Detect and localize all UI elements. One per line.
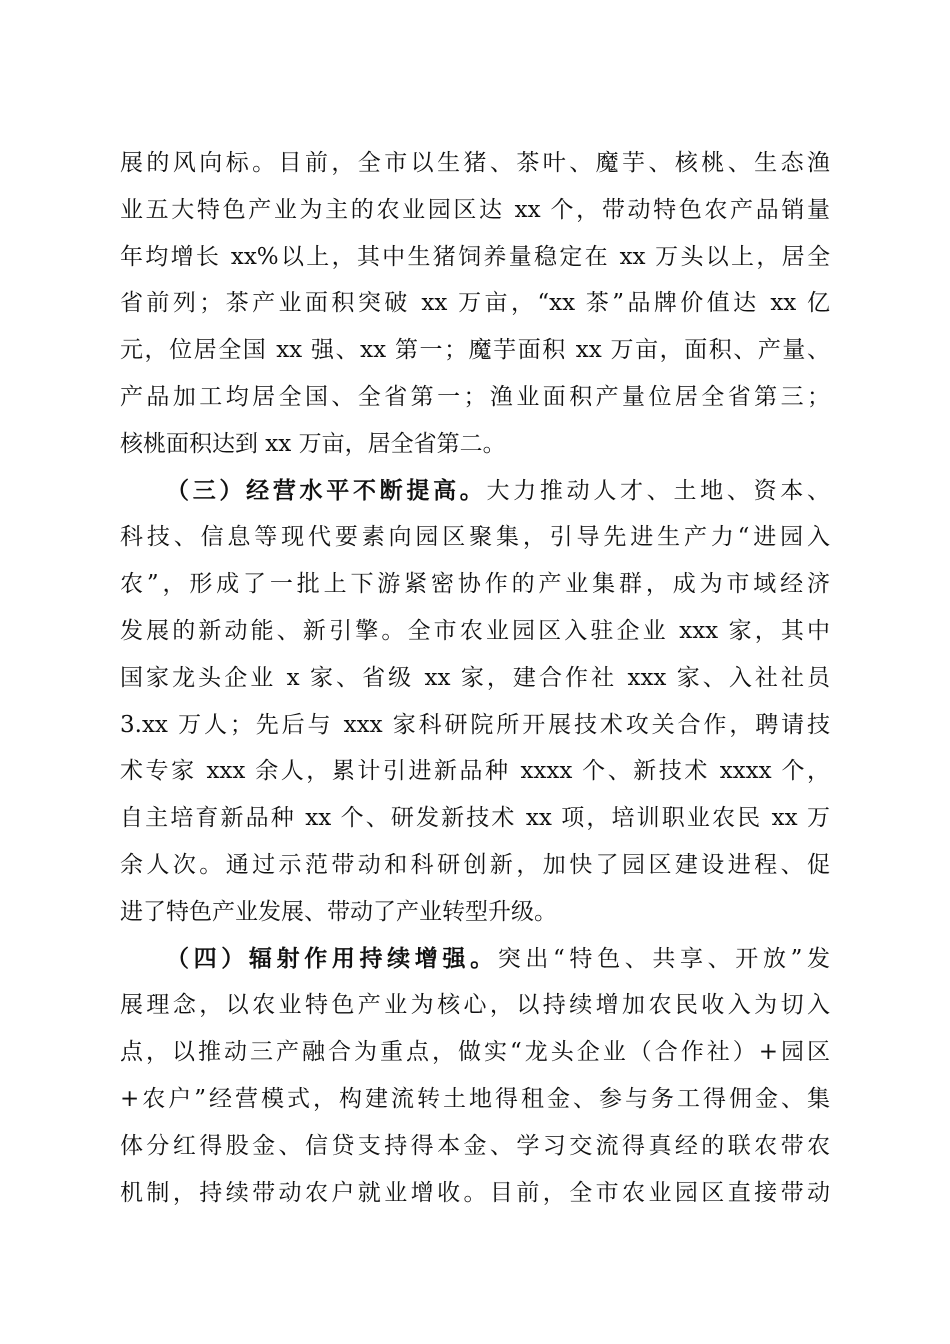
paragraph-line: 元，位居全国 xx 强、xx 第一；魔芋面积 xx 万亩，面积、产量、 bbox=[120, 337, 830, 364]
section-heading: （三）经营水平不断提高。 bbox=[166, 476, 487, 504]
paragraph-line: 省前列；茶产业面积突破 xx 万亩，“xx 茶”品牌价值达 xx 亿 bbox=[120, 290, 830, 317]
paragraph-line: +农户”经营模式，构建流转土地得租金、参与务工得佣金、集 bbox=[120, 1085, 830, 1112]
paragraph-1 bbox=[120, 140, 830, 468]
paragraph-3 bbox=[120, 936, 830, 1217]
paragraph-line: 展的风向标。目前，全市以生猪、茶叶、魔芋、核桃、生态渔 bbox=[120, 150, 830, 176]
paragraph-text: 大力推动人才、土地、资本、 bbox=[486, 477, 831, 504]
paragraph-line: 发展的新动能、新引擎。全市农业园区入驻企业 xxx 家，其中 bbox=[120, 617, 830, 644]
paragraph-line: 国家龙头企业 x 家、省级 xx 家，建合作社 xxx 家、入社社员 bbox=[120, 664, 830, 691]
paragraph-line: 3.xx 万人；先后与 xxx 家科研院所开展技术攻关合作，聘请技 bbox=[120, 711, 830, 738]
document-body bbox=[120, 140, 830, 1216]
paragraph-line: 术专家 xxx 余人，累计引进新品种 xxxx 个、新技术 xxxx 个， bbox=[120, 758, 830, 785]
paragraph-first-line bbox=[120, 468, 830, 515]
paragraph-line: 展理念，以农业特色产业为核心，以持续增加农民收入为切入 bbox=[120, 992, 830, 1019]
paragraph-line: 进了特色产业发展、带动了产业转型升级。 bbox=[120, 898, 557, 925]
paragraph-text: 突出“特色、共享、开放”发 bbox=[497, 945, 830, 972]
paragraph-first-line bbox=[120, 936, 830, 983]
paragraph-line: 业五大特色产业为主的农业园区达 xx 个，带动特色农产品销量 bbox=[120, 196, 830, 223]
paragraph-line: 余人次。通过示范带动和科研创新，加快了园区建设进程、促 bbox=[120, 851, 830, 878]
paragraph-line: 核桃面积达到 xx 万亩，居全省第二。 bbox=[120, 430, 506, 457]
section-heading: （四）辐射作用持续增强。 bbox=[166, 944, 498, 972]
paragraph-line: 产品加工均居全国、全省第一；渔业面积产量位居全省第三； bbox=[120, 383, 830, 410]
paragraph-line: 点，以推动三产融合为重点，做实“龙头企业（合作社）+园区 bbox=[120, 1039, 830, 1066]
paragraph-line: 年均增长 xx%以上，其中生猪饲养量稳定在 xx 万头以上，居全 bbox=[120, 243, 830, 270]
paragraph-line: 科技、信息等现代要素向园区聚集，引导先进生产力“进园入 bbox=[120, 524, 830, 551]
paragraph-line: 机制，持续带动农户就业增收。目前，全市农业园区直接带动 bbox=[120, 1179, 830, 1206]
paragraph-line: 农”，形成了一批上下游紧密协作的产业集群，成为市域经济 bbox=[120, 571, 830, 598]
paragraph-line: 体分红得股金、信贷支持得本金、学习交流得真经的联农带农 bbox=[120, 1132, 830, 1159]
paragraph-2 bbox=[120, 468, 830, 936]
paragraph-line: 自主培育新品种 xx 个、研发新技术 xx 项，培训职业农民 xx 万 bbox=[120, 805, 830, 832]
